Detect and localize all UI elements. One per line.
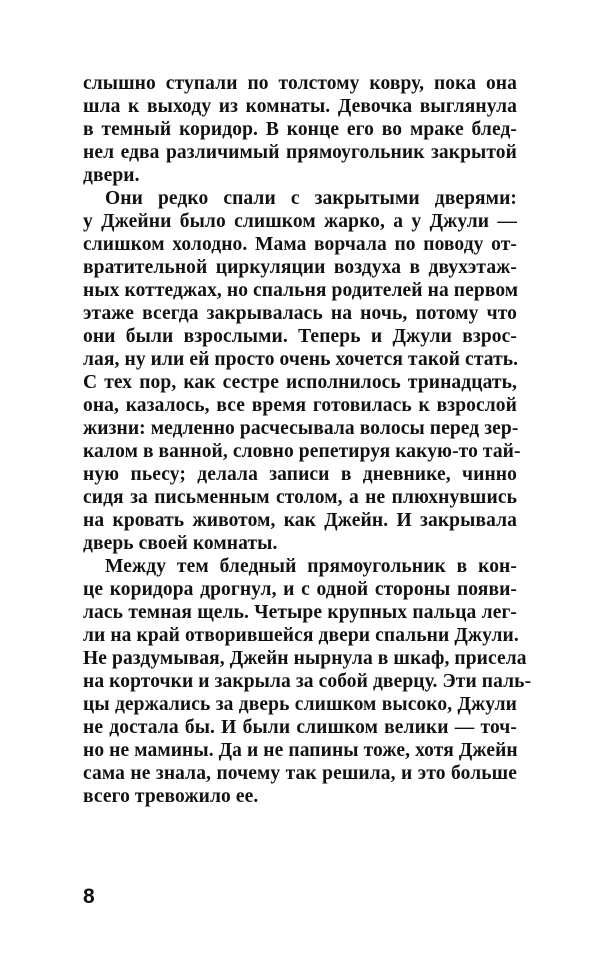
text-line: всего тревожило ее. [83, 786, 259, 807]
text-line: слишком холодно. Мама ворчала по поводу от- [83, 234, 517, 255]
text-line: жизни: медленно расчесывала волосы перед зер- [83, 418, 519, 439]
paragraph-2 [83, 187, 521, 555]
text-line: лая, ну или ей просто очень хочется такой стать. [83, 349, 519, 370]
text-line: шла к выходу из комнаты. Девочка выглянула [83, 96, 517, 117]
text-line: вратительной циркуляции воздуха в двухэтаж- [83, 257, 517, 278]
text-line: в темный коридор. В конце его во мраке блед- [83, 119, 517, 140]
text-line: ных коттеджах, но спальня родителей на первом [83, 280, 519, 301]
text-line: це коридора дрогнул, и с одной стороны появи- [83, 579, 517, 600]
text-line: Не раздумывая, Джейн нырнула в шкаф, присела [83, 648, 527, 669]
text-line: но не мамины. Да и не папины тоже, хотя Джейн [83, 740, 518, 761]
text-line: цы держались за дверь слишком высоко, Джули [83, 694, 517, 715]
text-line: Между тем бледный прямоугольник в кон- [105, 556, 517, 577]
text-line: дверь своей комнаты. [83, 533, 278, 554]
text-line: Они редко спали с закрытыми дверями: [105, 188, 517, 209]
text-line: двери. [83, 165, 140, 186]
text-line: ли на край отворившейся двери спальни Джули. [83, 625, 519, 646]
text-line: на кровать животом, как Джейн. И закрывала [83, 510, 517, 531]
book-page-text [83, 72, 532, 808]
paragraph-1 [83, 72, 517, 187]
text-line: ную пьесу; делала записи в дневнике, чинно [83, 464, 517, 485]
text-line: не достала бы. И были слишком велики — точ- [83, 717, 517, 738]
text-line: слышно ступали по толстому ковру, пока она [83, 73, 517, 94]
text-line: сама не знала, почему так решила, и это больше [83, 763, 517, 784]
text-line: у Джейни было слишком жарко, а у Джули — [83, 211, 517, 232]
text-line: они были взрослыми. Теперь и Джули взрос- [83, 326, 517, 347]
text-line: лась темная щель. Четыре крупных пальца лег- [83, 602, 517, 623]
text-line: калом в ванной, словно репетируя какую-то тай- [83, 441, 521, 462]
text-line: нел едва различимый прямоугольник закрытой [83, 142, 517, 163]
text-line: она, казалось, все время готовилась к взрослой [83, 395, 517, 416]
text-line: С тех пор, как сестре исполнилось тринадцать, [83, 372, 517, 393]
text-line: сидя за письменным столом, а не плюхнувшись [83, 487, 517, 508]
text-line: этаже всегда закрывалась на ночь, потому что [83, 303, 517, 324]
paragraph-3 [83, 555, 532, 808]
text-line: на корточки и закрыла за собой дверцу. Эти паль- [83, 671, 532, 692]
page-number: 8 [83, 885, 95, 908]
